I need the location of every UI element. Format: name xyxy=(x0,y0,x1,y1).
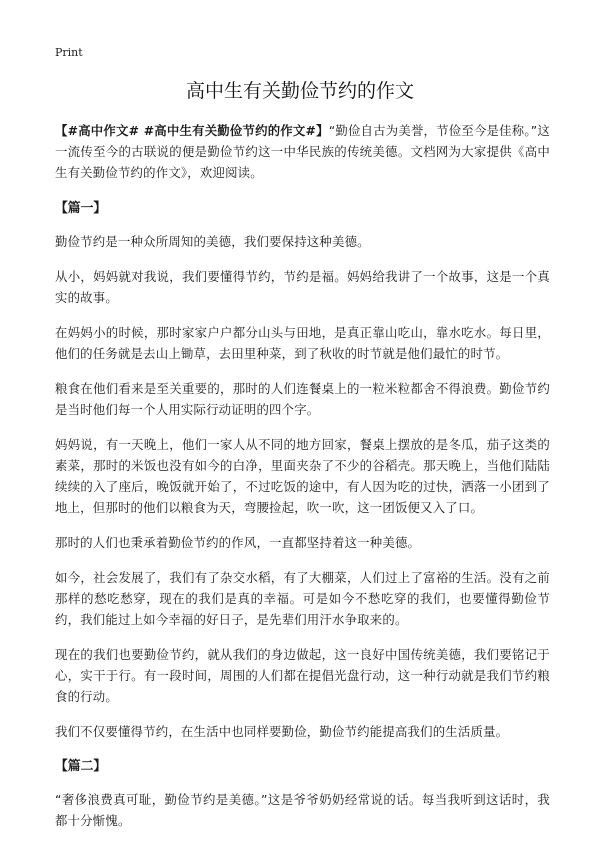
intro-text: “勤俭自古为美誉，节俭至今是佳称。”这一流传至今的古联说的便是勤俭节约这一中华民族的传统美德。文档网为大家提供《高中生有关勤俭节约的作文》，欢迎阅读。 xyxy=(55,123,550,180)
paragraph: 现在的我们也要勤俭节约，就从我们的身边做起，这一良好中国传统美德，我们要铭记于心，实干于行。有一段时间，周围的人们都在提倡光盘行动，这一种行动就是我们节约粮食的行动。 xyxy=(55,647,550,704)
article-body xyxy=(55,120,550,845)
paragraph: “奢侈浪费真可耻，勤俭节约是美德。”这是爷爷奶奶经常说的话。每当我听到这话时，我都十分惭愧。 xyxy=(55,792,550,828)
paragraph: 如今，社会发展了，我们有了杂交水稻，有了大棚菜，人们过上了富裕的生活。没有之前那样的愁吃愁穿，现在的我们是真的幸福。可是如今不愁吃穿的我们，也要懂得勤俭节约，我们能过上如今幸福的好日子，是先辈们用汗水争取来的。 xyxy=(55,570,550,627)
article-title: 高中生有关勤俭节约的作文 xyxy=(185,80,414,102)
paragraph: 在妈妈小的时候，那时家家户户都分山头与田地，是真正靠山吃山，靠水吃水。每日里，他们的任务就是去山上锄草，去田里种菜，到了秋收的时节就是他们最忙的时节。 xyxy=(55,325,550,361)
print-link[interactable]: Print xyxy=(55,46,83,59)
paragraph: 粮食在他们看来是至关重要的，那时的人们连餐桌上的一粒米粒都舍不得浪费。勤俭节约是当时他们每一个人用实际行动证明的四个字。 xyxy=(55,381,550,417)
paragraph: 那时的人们也秉承着勤俭节约的作风，一直都坚持着这一种美德。 xyxy=(55,535,421,550)
paragraph: 妈妈说，有一天晚上，他们一家人从不同的地方回家，餐桌上摆放的是冬瓜，茄子这类的素菜，那时的米饭也没有如今的白净，里面夹杂了不少的谷稻壳。那天晚上，当他们陆陆续续的入了座后，晚饭就开始了，不过吃饭的途中，有人因为吃的过快，洒落一小团到了地上，但那时的他们以粮食为天，弯腰捡起，吹一吹，这一团饭便又入了口。 xyxy=(55,437,550,515)
intro-tags: 【#高中作文# #高中生有关勤俭节约的作文#】 xyxy=(55,123,329,138)
paragraph: 我们不仅要懂得节约，在生活中也同样要勤俭，勤俭节约能提高我们的生活质量。 xyxy=(55,724,509,739)
section-heading: 【篇二】 xyxy=(55,759,107,774)
intro-paragraph xyxy=(55,120,550,183)
paragraph: 勤俭节约是一种众所周知的美德，我们要保持这种美德。 xyxy=(55,234,370,249)
paragraph: 从小，妈妈就对我说，我们要懂得节约，节约是福。妈妈给我讲了一个故事，这是一个真实的故事。 xyxy=(55,269,550,305)
section-heading: 【篇一】 xyxy=(55,201,107,216)
